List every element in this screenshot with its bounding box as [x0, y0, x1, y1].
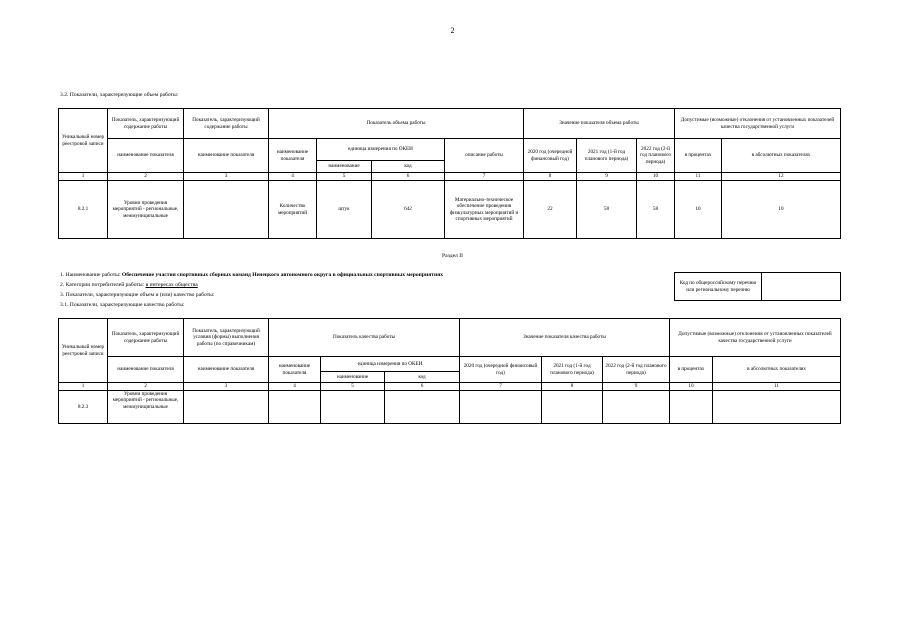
row-deviation-percent: 10 [675, 181, 722, 239]
header-conditions-indicator: Показатель, характеризующий условия (формы) выполнения работы (по справочникам) [184, 319, 269, 357]
row-deviation-absolute [713, 391, 841, 424]
row-conditions-value [184, 181, 269, 239]
column-number: 11 [713, 383, 841, 391]
row-value-2020: 22 [524, 181, 577, 239]
column-number: 8 [524, 173, 577, 181]
row-content-value: Уровни проведения мероприятий - региональные, межмуниципальные [108, 181, 184, 239]
header-okei-code: код [372, 161, 445, 173]
header-year-2021: 2021 год (1-й год планового периода) [577, 139, 637, 173]
row-unit-code: 642 [372, 181, 445, 239]
header-allowed-deviation: Допустимые (возможные) отклонения от установленных показателей качества государственной услуги [670, 319, 841, 357]
column-number: 1 [59, 173, 108, 181]
row-unit-name: штук [317, 181, 372, 239]
header-year-2020: 2020 год (очередной финансовый год) [460, 357, 542, 383]
row-value-2022 [603, 391, 670, 424]
indicators-line: 3. Показатели, характеризующие объем и (или) качество работы: [60, 292, 215, 298]
column-number: 10 [670, 383, 713, 391]
header-allowed-deviation: Допустимые (возможные) отклонения от установленных показателей качества государственной услуги [675, 109, 841, 139]
page-number: 2 [450, 26, 455, 35]
column-number: 6 [372, 173, 445, 181]
header-content-indicator: Показатель, характеризующий содержание работы [108, 109, 184, 139]
row-value-2021: 58 [577, 181, 637, 239]
row-deviation-percent [670, 391, 713, 424]
header-year-2020: 2020 год (очередной финансовый год) [524, 139, 577, 173]
header-quality-value: Значение показателя качества работы [460, 319, 670, 357]
header-conditions-name: наименование показателя [184, 357, 269, 383]
header-description: описание работы [445, 139, 524, 173]
row-value-2021 [542, 391, 603, 424]
header-conditions-name: наименование показателя [184, 139, 269, 173]
header-content-name: наименование показателя [108, 139, 184, 173]
header-percent: в процентах [675, 139, 722, 173]
column-number: 7 [445, 173, 524, 181]
header-content-name: наименование показателя [108, 357, 184, 383]
row-deviation-absolute: 10 [722, 181, 841, 239]
header-okei: единица измерения по ОКЕИ [321, 357, 460, 372]
header-quality-indicator: Показатель качества работы [269, 319, 460, 357]
header-volume-indicator: Показатель объема работы [269, 109, 524, 139]
header-okei-name: наименование [321, 372, 385, 383]
section-3-2-caption: 3.2. Показатели, характеризующие объем работы: [60, 92, 179, 98]
header-year-2021: 2021 год (1-й год планового периода) [542, 357, 603, 383]
column-number: 4 [269, 173, 317, 181]
column-number: 11 [675, 173, 722, 181]
column-number: 6 [385, 383, 460, 391]
header-year-2022: 2022 год (2-й год планового периода) [603, 357, 670, 383]
header-indicator-name: наименование показателя [269, 357, 321, 383]
volume-table [58, 108, 841, 239]
header-indicator-name: наименование показателя [269, 139, 317, 173]
column-number: 7 [460, 383, 542, 391]
column-number: 3 [184, 173, 269, 181]
consumer-category-line [60, 282, 198, 289]
header-okei-code: код [385, 372, 460, 383]
column-number: 2 [108, 383, 184, 391]
work-name-label: 1. Наименование работы: [60, 272, 121, 278]
column-number: 8 [542, 383, 603, 391]
column-number: 9 [577, 173, 637, 181]
column-number: 4 [269, 383, 321, 391]
row-indicator-name: Количество мероприятий [269, 181, 317, 239]
column-number: 5 [321, 383, 385, 391]
work-name-value: Обеспечение участия спортивных сборных команд Ненецкого автономного округа в официальных спортивных мероприятиях [121, 272, 444, 278]
row-description: Материально-техническое обеспечение проведения физкультурных мероприятий и спортивных мероприятий [445, 181, 524, 239]
row-unique-number: 8.2.3 [59, 391, 108, 424]
column-number: 1 [59, 383, 108, 391]
column-number: 10 [637, 173, 675, 181]
quality-caption: 3.1. Показатели, характеризующие качество работы: [60, 302, 185, 308]
work-name-line [60, 272, 443, 279]
quality-table [58, 318, 841, 424]
section-title: Раздел II [442, 253, 463, 259]
row-unit-code [385, 391, 460, 424]
header-unique-number: Уникальный номер реестровой записи [59, 109, 108, 173]
row-conditions-value [184, 391, 269, 424]
row-unit-name [321, 391, 385, 424]
consumer-category-value: в интересах общества [145, 282, 198, 288]
header-unique-number: Уникальный номер реестровой записи [59, 319, 108, 383]
header-okei-name: наименование [317, 161, 372, 173]
header-absolute: в абсолютных показателях [713, 357, 841, 383]
header-percent: в процентах [670, 357, 713, 383]
column-number: 5 [317, 173, 372, 181]
row-value-2022: 58 [637, 181, 675, 239]
row-content-value: Уровни проведения мероприятий - региональные, межмуниципальные [108, 391, 184, 424]
header-conditions-indicator: Показатель, характеризующий содержание работы [184, 109, 269, 139]
header-absolute: в абсолютных показателях [722, 139, 841, 173]
header-year-2022: 2022 год (2-й год планового периода) [637, 139, 675, 173]
column-number: 12 [722, 173, 841, 181]
registry-code-value [762, 273, 841, 301]
row-unique-number: 8.2.1 [59, 181, 108, 239]
header-okei: единица измерения по ОКЕИ [317, 139, 445, 161]
row-indicator-name [269, 391, 321, 424]
column-number: 9 [603, 383, 670, 391]
row-value-2020 [460, 391, 542, 424]
registry-code-box [674, 272, 841, 301]
consumer-category-label: 2. Категории потребителей работы: [60, 282, 145, 288]
header-content-indicator: Показатель, характеризующий содержание работы [108, 319, 184, 357]
column-number: 3 [184, 383, 269, 391]
column-number: 2 [108, 173, 184, 181]
header-volume-value: Значение показателя объема работы [524, 109, 675, 139]
registry-code-label: Код по общероссийскому перечню или региональному перечню [675, 273, 762, 301]
